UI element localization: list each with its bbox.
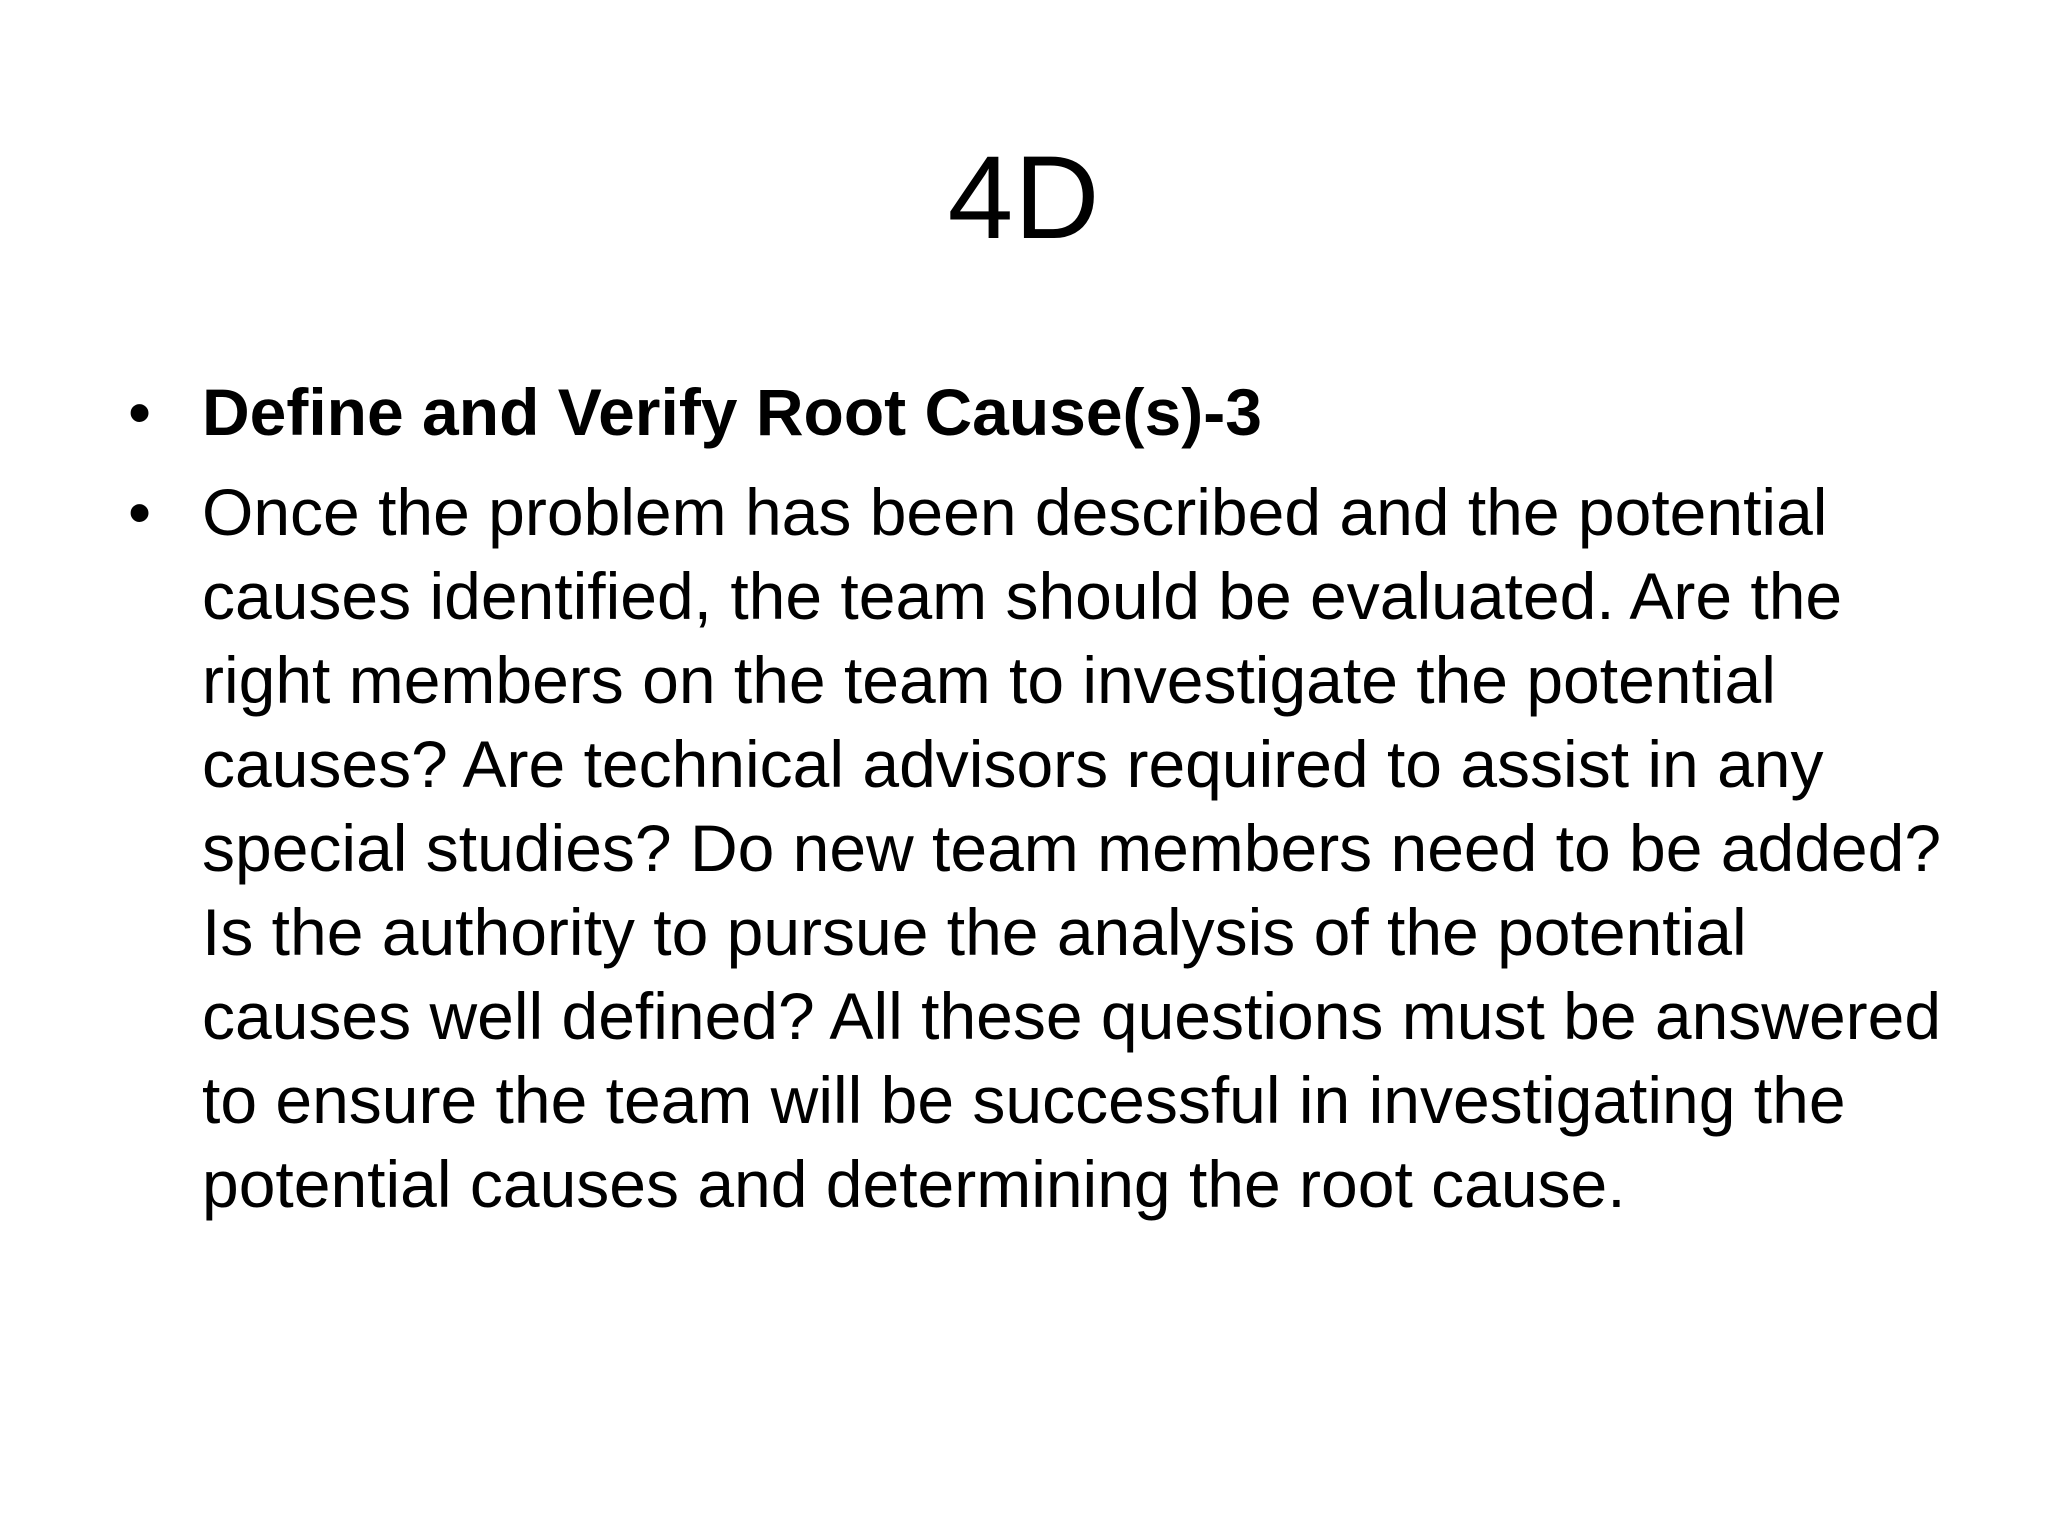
slide-title: 4D xyxy=(947,132,1101,264)
bullet-item-heading xyxy=(128,370,1968,454)
bullet-icon: • xyxy=(128,475,152,549)
bullet-icon: • xyxy=(128,375,152,449)
bullet-list xyxy=(128,370,1968,1242)
bullet-item-body xyxy=(128,470,1968,1226)
bullet-heading-text: Define and Verify Root Cause(s)-3 xyxy=(202,375,1262,449)
bullet-body-text: Once the problem has been described and the potential causes identified, the team should be evaluated. Are the right members on the team to investigate the potential causes? Are technical advisors required to assist in any special studies? Do new team members need to be added? Is the authority to pursue the analysis of the potential causes well defined? All these questions must be answered to ensure the team will be successful in investigating the potential causes and determining the root cause. xyxy=(202,475,1942,1221)
